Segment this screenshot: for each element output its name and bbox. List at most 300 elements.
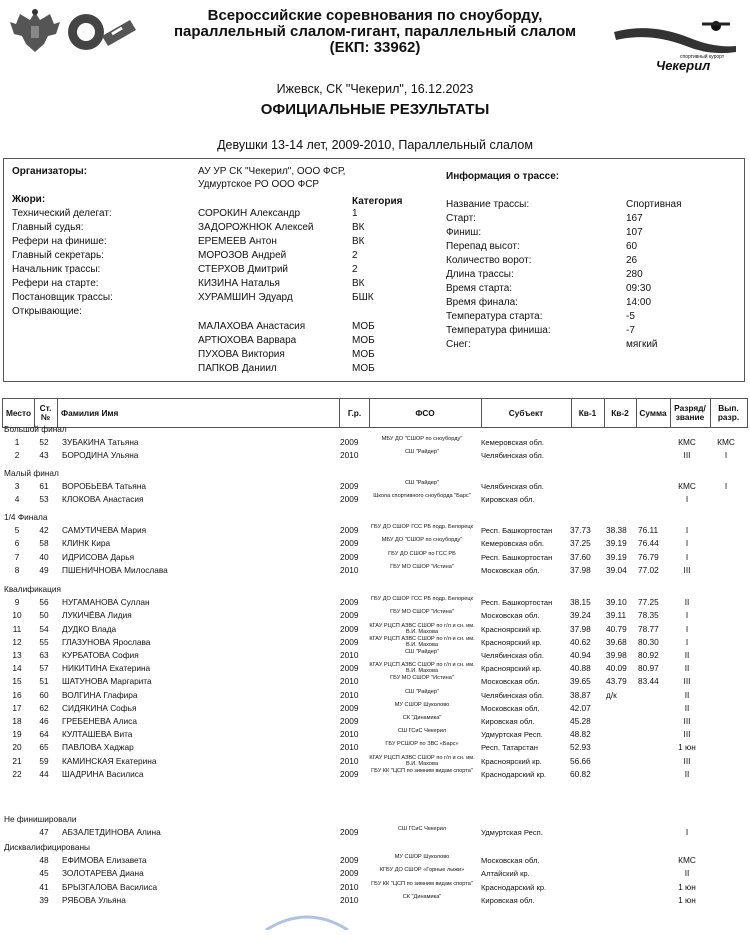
cell-place: 20 (12, 742, 22, 753)
cell-fso: ГБУ ДО СШОР ГСС РБ подр. Белорецк (371, 596, 473, 603)
cell-year: 2009 (340, 768, 359, 779)
cell-year: 2010 (340, 689, 359, 700)
jury-category: 2 (352, 250, 358, 261)
cell-fso: ГБУ ДО СШОР ГСС РБ подр. Белорецк (371, 524, 473, 531)
jury-role: Открывающие: (12, 306, 82, 317)
jury-role: Рефери на старте: (12, 278, 99, 289)
track-label: Время финала: (446, 297, 518, 308)
table-row (0, 609, 750, 622)
cell-year: 2009 (340, 481, 359, 492)
cell-q2: 40.09 (606, 663, 627, 674)
section-title: Дисквалифицированы (4, 842, 90, 852)
cell-year: 2010 (340, 564, 359, 575)
cell-number: 40 (39, 551, 49, 562)
opener-category: МОБ (352, 321, 375, 332)
track-label: Количество ворот: (446, 255, 532, 266)
cell-name: ВОЛГИНА Глафира (62, 689, 138, 700)
track-value: 60 (626, 241, 638, 252)
cell-sum: 80.30 (638, 636, 659, 647)
cell-rank: КМС (678, 437, 696, 448)
cell-number: 56 (39, 597, 49, 608)
cell-year: 2009 (340, 437, 359, 448)
table-row (0, 689, 750, 702)
cell-name: РЯБОВА Ульяна (62, 894, 126, 905)
table-row (0, 636, 750, 649)
cell-subject: Респ. Башкортостан (481, 552, 553, 562)
cell-subject: Московская обл. (481, 703, 540, 713)
cell-fso: КГАУ РЦСП АЗВС СШОР по г/л и сн. им. В.И. Махова (369, 662, 475, 675)
cell-q2: 38.38 (606, 525, 627, 536)
cell-rank: II (684, 868, 690, 879)
cell-name: КУРБАТОВА София (62, 650, 139, 660)
cell-year: 2009 (340, 551, 359, 562)
cell-name: АБЗАЛЕТДИНОВА Алина (62, 827, 161, 838)
cell-fso: КГАУ РЦСП АЗВС СШОР по г/л и сн. им. В.И. Махова (369, 754, 475, 767)
section-title: Квалификация (4, 584, 62, 594)
cell-year: 2010 (340, 742, 359, 753)
track-label: Температура финиша: (446, 325, 551, 336)
group-line: Девушки 13-14 лет, 2009-2010, Параллельный слалом (217, 138, 533, 152)
cell-sum: 80.92 (638, 650, 659, 660)
table-row (0, 551, 750, 564)
cell-fso: СШ ГСиС Чекерил (397, 728, 447, 735)
cell-subject: Красноярский кр. (481, 664, 542, 674)
cell-rank: II (684, 650, 690, 660)
cell-year: 2010 (340, 650, 359, 660)
table-row (0, 826, 750, 839)
cell-rank: III (683, 716, 691, 726)
jury-role: Главный судья: (12, 222, 84, 233)
cell-rank: II (684, 702, 690, 713)
jury-role: Постановщик трассы: (12, 292, 113, 303)
organizers-label: Организаторы: (12, 166, 88, 177)
cell-place: 5 (14, 525, 20, 536)
jury-name: СОРОКИН Александр (198, 208, 301, 219)
track-label: Название трассы: (446, 199, 530, 210)
cell-rank: КМС (678, 855, 696, 866)
cell-number: 48 (39, 855, 49, 866)
cell-vyp: I (724, 481, 728, 492)
col-fso: ФСО (369, 399, 482, 427)
cell-number: 53 (39, 494, 49, 505)
cell-subject: Кировская обл. (481, 495, 535, 505)
cell-fso: СК "Динамика" (402, 893, 442, 900)
cell-fso: СШ ГСиС Чекерил (397, 826, 447, 833)
cell-name: КЛИНК Кира (62, 538, 111, 549)
track-label: Финиш: (446, 227, 482, 238)
cell-fso: МУ СШОР Шуколово (394, 701, 450, 708)
col-vyp: Вып. разр. (717, 403, 740, 422)
cell-name: ГРЕБЕНЕВА Алиса (62, 716, 137, 726)
cell-name: КЛОКОВА Анастасия (62, 494, 144, 505)
jury-category: БШК (352, 292, 374, 303)
cell-number: 55 (39, 636, 49, 647)
opener-name: ПУХОВА Виктория (198, 349, 285, 360)
opener-category: МОБ (352, 335, 375, 346)
col-year: Г.р. (340, 399, 370, 427)
cell-year: 2010 (340, 450, 359, 461)
section-title: 1/4 Финала (4, 512, 48, 522)
cell-name: ЛУКИЧЁВА Лидия (62, 610, 132, 621)
cell-subject: Респ. Татарстан (481, 743, 538, 753)
cell-place: 14 (12, 663, 22, 674)
cell-place: 22 (12, 768, 22, 779)
cell-place: 3 (14, 481, 20, 492)
opener-name: ПАПКОВ Даниил (198, 363, 277, 374)
cell-rank: II (684, 663, 690, 674)
cell-year: 2010 (340, 755, 359, 766)
cell-subject: Московская обл. (481, 565, 540, 575)
official-results-heading: ОФИЦИАЛЬНЫЕ РЕЗУЛЬТАТЫ (260, 101, 490, 118)
cell-number: 59 (39, 755, 49, 766)
cell-place: 11 (12, 623, 22, 634)
cell-rank: II (684, 768, 690, 779)
cell-q1: 38.15 (570, 597, 591, 608)
cell-name: ЗОЛОТАРЕВА Диана (62, 868, 144, 879)
cell-name: ПАВЛОВА Хаджар (62, 742, 134, 753)
cell-subject: Челябинская обл. (481, 482, 544, 492)
cell-place: 16 (12, 689, 22, 700)
cell-rank: I (685, 494, 689, 505)
cell-name: БОРОДИНА Ульяна (62, 450, 139, 461)
cell-number: 54 (39, 623, 49, 634)
track-label: Снег: (446, 339, 471, 350)
cell-rank: III (683, 755, 691, 766)
cell-subject: Красноярский кр. (481, 756, 542, 766)
cell-rank: III (683, 450, 691, 461)
jury-label: Жюри: (12, 194, 46, 205)
cell-year: 2009 (340, 525, 359, 536)
cell-year: 2010 (340, 894, 359, 905)
cell-q1: 56.66 (570, 755, 591, 766)
cell-number: 60 (39, 689, 49, 700)
cell-number: 51 (39, 676, 49, 687)
cell-subject: Краснодарский кр. (481, 882, 547, 892)
cell-fso: ГБУ МО СШОР "Истина" (390, 609, 454, 616)
cell-number: 64 (39, 729, 49, 740)
cell-q2: 43.79 (606, 676, 627, 687)
cell-number: 61 (39, 481, 49, 492)
cell-subject: Кировская обл. (481, 717, 535, 726)
cell-rank: 1 юн (678, 742, 696, 753)
cell-name: БРЫЗГАЛОВА Василиса (62, 881, 158, 892)
cell-number: 57 (39, 663, 49, 674)
stamp-icon (262, 910, 352, 935)
table-row (0, 493, 750, 506)
cell-q1: 40.62 (570, 636, 591, 647)
cell-q1: 45.28 (570, 716, 591, 726)
table-row (0, 524, 750, 537)
cell-number: 58 (39, 538, 49, 549)
table-row (0, 649, 750, 662)
cell-place: 4 (14, 494, 20, 505)
track-label: Время старта: (446, 283, 513, 294)
cell-q1: 52.93 (570, 742, 591, 753)
cell-rank: I (685, 610, 689, 621)
table-row (0, 768, 750, 781)
title-line-1: Всероссийские соревнования по сноуборду, (207, 7, 543, 24)
cell-q2: 39.10 (606, 597, 627, 608)
section-title: Малый финал (4, 468, 59, 478)
table-row (0, 728, 750, 741)
sponsor-name: Чекерил (656, 58, 711, 73)
cell-name: ПШЕНИЧНОВА Милослава (62, 564, 168, 575)
cell-subject: Респ. Башкортостан (481, 526, 553, 536)
cell-subject: Кемеровская обл. (481, 438, 544, 448)
cell-rank: III (683, 564, 691, 575)
col-subject: Субъект (481, 399, 572, 427)
cell-fso: ГБУ КК "ЦСП по зимним видам спорта" (371, 767, 473, 774)
cell-q1: 37.73 (570, 525, 591, 536)
cell-subject: Челябинская обл. (481, 651, 544, 660)
cell-number: 62 (39, 702, 49, 713)
track-value: 107 (626, 227, 643, 238)
track-value: 09:30 (626, 283, 652, 294)
results-table-header (2, 398, 748, 428)
track-value: Спортивная (626, 199, 682, 210)
cell-name: НИКИТИНА Екатерина (62, 663, 151, 674)
track-value: 167 (626, 213, 643, 224)
cell-sum: 83.44 (638, 676, 659, 687)
cell-q1: 38.87 (570, 689, 591, 700)
cell-sum: 76.44 (638, 538, 659, 549)
cell-subject: Московская обл. (481, 611, 540, 621)
cell-place: 17 (12, 702, 22, 713)
cell-vyp: КМС (717, 437, 735, 448)
cell-place: 9 (14, 597, 20, 608)
table-row (0, 854, 750, 867)
cell-year: 2009 (340, 494, 359, 505)
track-value: мягкий (626, 339, 658, 350)
cell-subject: Красноярский кр. (481, 637, 542, 647)
cell-number: 46 (39, 716, 49, 726)
cell-rank: III (683, 676, 691, 687)
cell-place: 21 (12, 755, 22, 766)
cell-number: 49 (39, 564, 49, 575)
cell-q1: 37.25 (570, 538, 591, 549)
cell-sum: 76.11 (638, 525, 659, 536)
venue-line: Ижевск, СК "Чекерил", 16.12.2023 (276, 82, 474, 96)
cell-rank: I (685, 551, 689, 562)
cell-name: ДУДКО Влада (62, 623, 117, 634)
cell-year: 2009 (340, 623, 359, 634)
cell-year: 2010 (340, 881, 359, 892)
cell-fso: ГБУ КК "ЦСП по зимним видам спорта" (371, 880, 473, 887)
section-title: Большой финал (4, 424, 67, 434)
col-q1: Кв-1 (571, 399, 605, 427)
title-line-2: параллельный слалом-гигант, параллельный слалом (173, 23, 577, 40)
cell-name: ГЛАЗУНОВА Ярослава (62, 636, 151, 647)
opener-name: МАЛАХОВА Анастасия (198, 321, 306, 332)
cell-rank: I (685, 636, 689, 647)
cell-name: ИДРИСОВА Дарья (62, 551, 135, 562)
cell-name: НУГАМАНОВА Суллан (62, 597, 150, 608)
cell-q2: 39.04 (606, 564, 627, 575)
col-name: Фамилия Имя (57, 399, 340, 427)
cell-fso: МБУ ДО "СШОР по сноуборду" (381, 537, 463, 544)
track-value: 26 (626, 255, 638, 266)
cell-q1: 48.82 (570, 729, 591, 740)
cell-number: 44 (39, 768, 49, 779)
cell-q2: 39.19 (606, 538, 627, 549)
cell-sum: 76.79 (638, 551, 659, 562)
cell-subject: Удмуртская Респ. (481, 730, 543, 740)
jury-role: Технический делегат: (12, 208, 112, 219)
cell-fso: СШ "Райдер" (405, 480, 439, 487)
opener-name: АРТЮХОВА Варвара (198, 335, 297, 346)
cell-fso: Школа спортивного сноуборда "Барс" (373, 493, 471, 500)
cell-place: 19 (12, 729, 22, 740)
cell-sum: 77.02 (638, 564, 659, 575)
cell-q1: 39.65 (570, 676, 591, 687)
organizers-line-2: Удмуртское РО ООО ФСР (198, 179, 320, 190)
cell-number: 47 (39, 827, 49, 838)
track-label: Старт: (446, 213, 476, 224)
track-info-label: Информация о трассе: (446, 171, 560, 182)
table-row (0, 537, 750, 550)
jury-role: Главный секретарь: (12, 250, 104, 261)
category-label: Категория (352, 196, 403, 207)
jury-category: ВК (352, 236, 365, 247)
section-title: Не финишировали (4, 814, 77, 824)
cell-name: ЗУБАКИНА Татьяна (62, 437, 139, 448)
cell-rank: III (683, 729, 691, 740)
cell-place: 2 (14, 450, 20, 461)
cell-q1: 37.98 (570, 564, 591, 575)
table-row (0, 881, 750, 894)
cell-place: 15 (12, 676, 22, 687)
cell-q2: 39.98 (606, 650, 627, 660)
cell-subject: Московская обл. (481, 677, 540, 687)
cell-q2: 39.11 (606, 610, 627, 621)
cell-place: 6 (14, 538, 20, 549)
table-row (0, 436, 750, 449)
cell-subject: Алтайский кр. (481, 869, 530, 879)
cell-rank: I (685, 827, 689, 838)
col-q2: Кв-2 (604, 399, 637, 427)
cell-rank: КМС (678, 481, 696, 492)
cell-name: ШАТУНОВА Маргарита (62, 676, 152, 687)
cell-name: ВОРОБЬЕВА Татьяна (62, 481, 146, 492)
cell-fso: СШ "Райдер" (405, 449, 439, 456)
cell-fso: СК "Динамика" (402, 715, 442, 721)
cell-q2: 39.19 (606, 551, 627, 562)
cell-rank: II (684, 689, 690, 700)
cell-fso: КГАУ РЦСП АЗВС СШОР по г/л и сн. им. В.И. Махова (369, 622, 475, 635)
cell-name: СИДЯКИНА Софья (62, 702, 137, 713)
table-row (0, 702, 750, 715)
cell-year: 2009 (340, 610, 359, 621)
cell-rank: 1 юн (678, 894, 696, 905)
cell-fso: ГБУ МО СШОР "Истина" (390, 563, 454, 570)
cell-sum: 80.97 (638, 663, 659, 674)
cell-sum: 78.35 (638, 610, 659, 621)
jury-role: Начальник трассы: (12, 264, 101, 275)
cell-number: 63 (39, 650, 49, 660)
track-value: 14:00 (626, 297, 652, 308)
cell-place: 8 (14, 564, 20, 575)
jury-name: ЗАДОРОЖНЮК Алексей (198, 222, 314, 233)
table-row (0, 662, 750, 675)
table-row (0, 480, 750, 493)
cell-number: 41 (39, 881, 49, 892)
cell-subject: Удмуртская Респ. (481, 828, 543, 838)
col-sum: Сумма (636, 399, 671, 427)
opener-category: МОБ (352, 349, 375, 360)
table-row (0, 675, 750, 688)
track-value: -7 (626, 325, 635, 336)
jury-role: Рефери на финише: (12, 236, 107, 247)
track-value: 280 (626, 269, 643, 280)
table-row (0, 867, 750, 880)
cell-sum: 77.25 (638, 597, 659, 608)
cell-place: 7 (14, 551, 20, 562)
cell-number: 52 (39, 437, 49, 448)
cell-number: 45 (39, 868, 49, 879)
jury-name: МОРОЗОВ Андрей (198, 250, 287, 261)
cell-q1: 39.24 (570, 610, 591, 621)
cell-number: 39 (39, 894, 49, 905)
table-row (0, 564, 750, 577)
table-row (0, 596, 750, 609)
jury-category: 1 (352, 208, 358, 219)
cell-rank: 1 юн (678, 881, 696, 892)
cell-subject: Краснодарский кр. (481, 769, 547, 779)
cell-subject: Кировская обл. (481, 895, 535, 905)
sponsor-small-text: спортивный курорт (680, 54, 725, 60)
table-row (0, 894, 750, 907)
track-value: -5 (626, 311, 635, 322)
cell-subject: Челябинская обл. (481, 690, 544, 700)
cell-name: КУЛТАШЕВА Вита (62, 729, 133, 740)
cell-name: ЕФИМОВА Елизавета (62, 855, 147, 866)
table-row (0, 449, 750, 462)
title-line-3: (ЕКП: 33962) (329, 39, 421, 56)
cell-year: 2009 (340, 538, 359, 549)
cell-q1: 42.07 (570, 702, 591, 713)
cell-q1: 37.60 (570, 551, 591, 562)
cell-place: 12 (12, 636, 22, 647)
cell-q2: 40.79 (606, 623, 627, 634)
cell-year: 2009 (340, 636, 359, 647)
cell-number: 43 (39, 450, 49, 461)
cell-subject: Красноярский кр. (481, 624, 542, 634)
col-rank: Разряд/ звание (670, 399, 711, 427)
track-label: Длина трассы: (446, 269, 514, 280)
cell-year: 2009 (340, 716, 359, 726)
cell-name: ШАДРИНА Василиса (62, 768, 144, 779)
jury-category: 2 (352, 264, 358, 275)
cell-q1: 37.98 (570, 623, 591, 634)
cell-fso: ГБУ МО СШОР "Истина" (390, 675, 454, 682)
organizers-line-1: АУ УР СК "Чекерил", ООО ФСР, (198, 166, 346, 177)
cell-place: 18 (12, 716, 22, 726)
cell-q2: д/к (606, 689, 617, 700)
cell-rank: I (685, 538, 689, 549)
cell-rank: II (684, 597, 690, 608)
col-st-num: Ст. № (34, 399, 58, 427)
jury-category: ВК (352, 278, 365, 289)
cell-year: 2009 (340, 597, 359, 608)
cell-q2: 39.68 (606, 636, 627, 647)
cell-fso: КГБУ ДО СШОР «Горные лыжи» (379, 867, 465, 874)
col-place: Место (3, 399, 35, 427)
cell-year: 2010 (340, 729, 359, 740)
cell-place: 1 (14, 437, 20, 448)
track-label: Перепад высот: (446, 241, 520, 252)
cell-q1: 40.94 (570, 650, 591, 660)
cell-subject: Кемеровская обл. (481, 539, 544, 549)
